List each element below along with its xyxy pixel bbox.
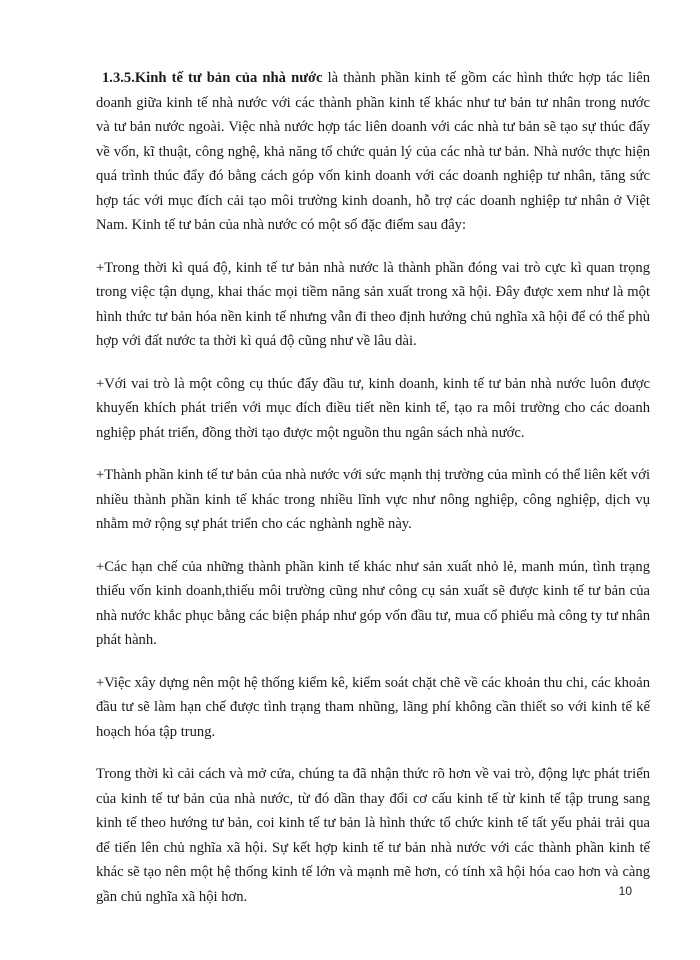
paragraph-market-linkage: +Thành phần kinh tế tư bản của nhà nước với sức mạnh thị trường của mình có thể liên kết với nhiều thành phần kinh tế khác trong nhiều lĩnh vực như nông nghiệp, công nghiệp, dịch vụ nhằm mở rộng sự phát triển cho các nghành nghề này. (96, 467, 650, 532)
section-heading: 1.3.5.Kinh tế tư bản của nhà nước (102, 70, 323, 86)
intro-paragraph (96, 66, 650, 238)
intro-text: là thành phần kinh tế gồm các hình thức hợp tác liên doanh giữa kinh tế nhà nước với các thành phần kinh tế khác như tư bản tư nhân trong nước và tư bản nước ngoài. Việc nhà nước hợp tác liên doanh với các nhà tư bản sẽ tạo sự thúc đẩy về vốn, kĩ thuật, công nghệ, khả năng tổ chức quản lý của các nhà tư bản. Nhà nước thực hiện quá trình thúc đẩy đó bằng cách góp vốn kinh doanh với các doanh nghiệp tư nhân, tăng sức hợp tác với mục đích cải tạo môi trường kinh doanh, hỗ trợ các doanh nghiệp tư nhân ở Việt Nam. Kinh tế tư bản của nhà nước có một số đặc điểm sau đây: (96, 70, 650, 233)
paragraph-role-transition: +Trong thời kì quá độ, kinh tế tư bản nhà nước là thành phần đóng vai trò cực kì quan trọng trong việc tận dụng, khai thác mọi tiềm năng sản xuất trong xã hội. Đây được xem như là một hình thức tư bản hóa nền kinh tế nhưng vẫn đi theo định hướng chủ nghĩa xã hội để có thể phù hợp với đất nước ta thời kì quá độ cũng như về lâu dài. (96, 259, 650, 349)
paragraph-limitations: +Các hạn chế của những thành phần kinh tế khác như sản xuất nhỏ lẻ, manh mún, tình trạng thiếu vốn kinh doanh,thiếu môi trường cũng như công cụ sản xuất sẽ được kinh tế tư bản của nhà nước khắc phục bằng các biện pháp như góp vốn đầu tư, mua cổ phiếu mà công ty tư nhân phát hành. (96, 558, 650, 648)
paragraph-investment-tool: +Với vai trò là một công cụ thúc đẩy đầu tư, kinh doanh, kinh tế tư bản nhà nước luôn được khuyến khích phát triển với mục đích điều tiết nền kinh tế, tạo ra môi trường cho các doanh nghiệp phát triển, đồng thời tạo được một nguồn thu ngân sách nhà nước. (96, 375, 650, 441)
document-body (96, 66, 650, 927)
page-number: 10 (618, 884, 632, 898)
paragraph-reform-conclusion: Trong thời kì cải cách và mở cửa, chúng ta đã nhận thức rõ hơn về vai trò, động lực phát triển của kinh tế tư bản của nhà nước, từ đó dần thay đổi cơ cấu kinh tế từ kinh tế tập trung sang kinh tế theo hướng tư bản, coi kinh tế tư bản là hình thức tổ chức kinh tế tất yếu phải trải qua để tiến lên chủ nghĩa xã hội. Sự kết hợp kinh tế tư bản nhà nước với các thành phần kinh tế khác sẽ tạo nên một hệ thống kinh tế lớn và mạnh mẽ hơn, có tính xã hội hóa cao hơn và càng gần chủ nghĩa xã hội hơn. (96, 766, 650, 905)
paragraph-control-system: +Việc xây dựng nên một hệ thống kiểm kê, kiểm soát chặt chẽ về các khoản thu chi, các khoản đầu tư sẽ làm hạn chế được tình trạng tham nhũng, lãng phí không cần thiết so với kinh tế kế hoạch hóa tập trung. (96, 674, 650, 740)
